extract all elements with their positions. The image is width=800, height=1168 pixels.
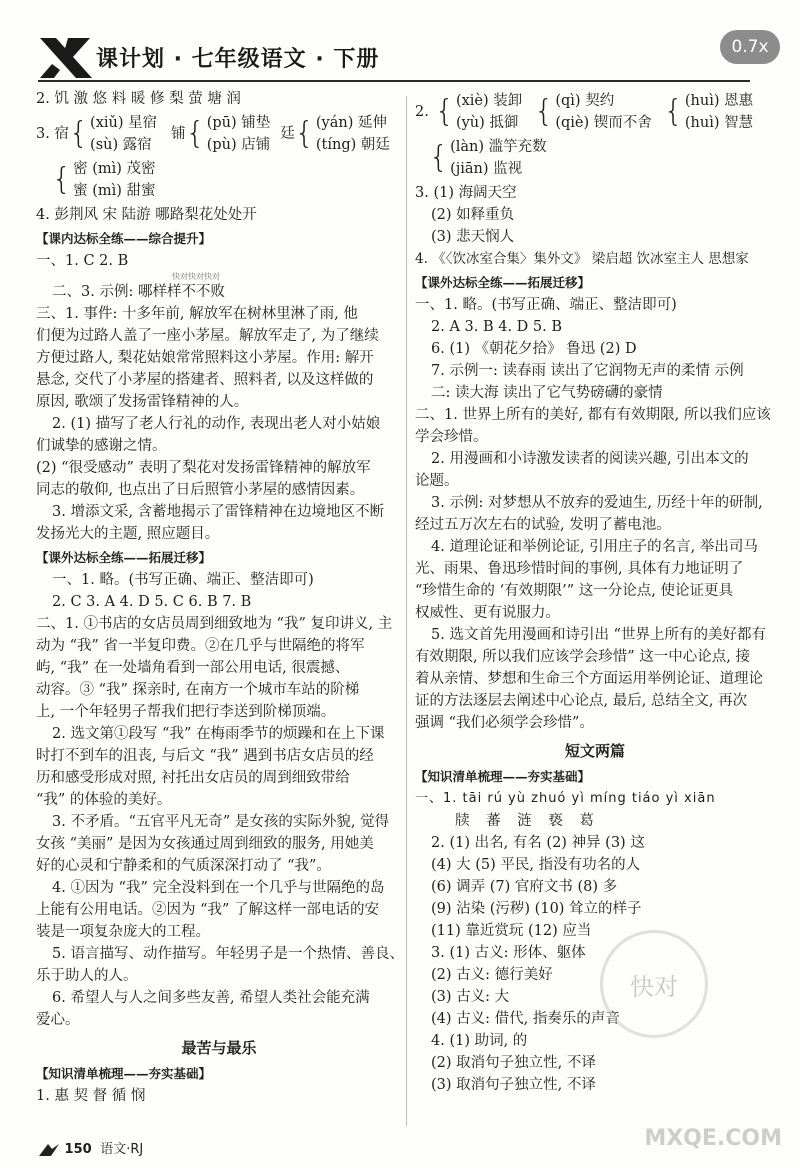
answer-paragraph — [415, 448, 775, 492]
list-item: 3. (1) 古义: 形体、躯体 — [431, 945, 586, 961]
text-line: 5. 语言描写、动作描写。年轻男子是一个热情、善良、 — [52, 946, 404, 962]
answer-line: 2. C 3. A 4. D 5. C 6. B 7. B — [52, 594, 252, 610]
reading: (qiè) 锲而不舍 — [555, 115, 652, 131]
text-line: 6. 希望人与人之间多些友善, 希望人类社会能充满 — [52, 990, 370, 1006]
footer-logo-icon — [38, 1143, 60, 1157]
column-divider — [406, 96, 407, 1126]
text-line: (2) “很受感动” 表明了梨花对发扬雷锋精神的解放军 — [36, 460, 371, 476]
polyphone-group — [415, 90, 775, 134]
answer-line: 6. (1) 《朝花夕拾》 鲁迅 (2) D — [431, 341, 637, 357]
polyphone-group — [36, 158, 402, 202]
polyphone-group — [36, 112, 402, 156]
section-heading: 【课外达标全练——拓展迁移】 — [36, 550, 212, 565]
brace-icon: { — [294, 116, 314, 151]
answer-paragraph — [36, 811, 402, 877]
kuaidui-stamp-watermark — [600, 930, 708, 1038]
answer-paragraph — [36, 943, 402, 987]
section-heading: 【知识清单梳理——夯实基础】 — [415, 769, 591, 784]
text-line: 时打不到车的沮丧, 与后文 “我” 遇到书店女店员的经 — [36, 748, 374, 764]
text-line: 方便过路人, 梨花姑娘常常照料这小茅屋。作用: 解开 — [36, 350, 374, 366]
answer-paragraph — [415, 536, 775, 624]
text-line: 上能有公用电话。②因为 “我” 了解这样一部电话的安 — [36, 902, 380, 918]
text-line: 三、1. 事件: 十多年前, 解放军在树林里淋了雨, 他 — [36, 306, 358, 322]
brace-icon: { — [429, 140, 449, 175]
text-line: 屿, “我” 在一处墙角看到一部公用电话, 很震撼、 — [36, 660, 350, 676]
subject-label: 语文·RJ — [100, 1142, 144, 1157]
text-line: 证的方法逐层去阐述中心论点, 最后, 总结全文, 再次 — [415, 693, 748, 709]
list-item: (11) 靠近赏玩 (12) 应当 — [431, 923, 592, 939]
character-line: 牍 蕃 涟 亵 葛 — [455, 813, 600, 829]
item-label: 铺 — [171, 126, 186, 142]
list-item: (3) 取消句子独立性, 不译 — [431, 1077, 596, 1093]
text-line: 发扬光大的主题, 照应题目。 — [36, 526, 220, 542]
answer-line: 3. (1) 海阔天空 — [415, 185, 517, 201]
reading: 密 (mì) 茂密 — [73, 161, 156, 177]
reading: (yù) 抵御 — [455, 115, 519, 131]
answer-line: 4. 《〈饮冰室合集〉集外文》 梁启超 饮冰室主人 思想家 — [415, 251, 749, 267]
pinyin-line: 一、1. tāi rú yù zhuó yì míng tiáo yì xiān — [415, 791, 716, 806]
list-item: (2) 取消句子独立性, 不译 — [431, 1055, 596, 1071]
brace-icon: { — [434, 94, 454, 129]
section-heading: 【课内达标全练——综合提升】 — [36, 231, 212, 246]
reading: (xiǔ) 星宿 — [90, 115, 158, 131]
list-item: (4) 大 (5) 平民, 指没有功名的人 — [431, 857, 641, 873]
text-line: 上, 一个年轻男子帮我们把行李送到阶梯顶端。 — [36, 704, 336, 720]
text-line: “我” 的体验的美好。 — [36, 792, 172, 808]
answer-paragraph — [36, 877, 402, 943]
answer-line: 一、1. 略。(书写正确、端正、整洁即可) — [52, 572, 314, 588]
left-column — [36, 88, 402, 1107]
text-line: 论题。 — [415, 473, 459, 489]
list-item: 2. (1) 出名, 有名 (2) 神异 (3) 这 — [431, 835, 645, 851]
list-item: (9) 沾染 (污秽) (10) 耸立的样子 — [431, 901, 642, 917]
answer-paragraph — [36, 413, 402, 457]
page-footer — [38, 1138, 143, 1157]
header-rule — [38, 80, 750, 82]
playback-speed-badge[interactable]: 0.7x — [720, 30, 780, 64]
text-line: 强调 “我们必须学会珍惜”。 — [415, 715, 594, 731]
text-line: 二、1. ①书店的女店员周到细致地为 “我” 复印讲义, 主 — [36, 616, 393, 632]
answer-paragraph — [36, 987, 402, 1031]
text-line: 爱心。 — [36, 1012, 80, 1028]
answer-line: 4. 彭荆风 宋 陆游 哪路梨花处处开 — [36, 207, 257, 223]
answer-paragraph — [415, 492, 775, 536]
text-line: 悬念, 交代了小茅屋的搭建者、照料者, 以及这样做的 — [36, 372, 374, 388]
text-line: 3. 示例: 对梦想从不放弃的爱迪生, 历经十年的研制, — [431, 495, 763, 511]
answer-line: (2) 如释重负 — [431, 207, 515, 223]
answer-line: 2. 饥 激 悠 料 暖 修 梨 萤 塘 润 — [36, 91, 241, 107]
text-line: 经过五万次左右的试验, 发明了蓄电池。 — [415, 517, 671, 533]
answer-paragraph — [415, 624, 775, 734]
reading: (xiè) 装卸 — [455, 93, 523, 109]
page-title: 课计划 · 七年级语文 · 下册 — [96, 47, 380, 72]
text-line: “珍惜生命的 ‘有效期限’” 这一分论点, 使论证更具 — [415, 583, 733, 599]
answer-paragraph — [415, 404, 775, 448]
reading: (huì) 恩惠 — [684, 93, 754, 109]
list-item: (3) 古义: 大 — [431, 989, 510, 1005]
reading: (sù) 露宿 — [90, 137, 152, 153]
text-line: 着从亲情、梦想和生命三个方面运用举例论证、道理论 — [415, 671, 763, 687]
faint-watermark-text: 快对快对快对 — [172, 272, 220, 281]
answer-paragraph — [36, 457, 402, 501]
stamp-text: 快对 — [630, 973, 678, 1001]
page-number: 150 — [64, 1142, 92, 1157]
answer-paragraph — [36, 303, 402, 413]
text-line: 动为 “我” 省一半复印费。②在几乎与世隔绝的将军 — [36, 638, 365, 654]
reading: (làn) 滥竽充数 — [450, 139, 547, 155]
list-item: (2) 古义: 德行美好 — [431, 967, 553, 983]
text-line: 乐于助人的人。 — [36, 968, 138, 984]
text-line: 们诚挚的感谢之情。 — [36, 438, 167, 454]
text-line: 原因, 歌颂了发扬雷锋精神的人。 — [36, 394, 249, 410]
answer-line: 1. 惠 契 督 循 悯 — [36, 1088, 146, 1104]
x-logo-icon — [38, 36, 94, 80]
site-watermark — [632, 1086, 782, 1158]
text-line: 2. (1) 描写了老人行礼的动作, 表现出老人对小姑娘 — [52, 416, 381, 432]
text-line: 2. 选文第①段写 “我” 在梅雨季节的烦躁和在上下课 — [52, 726, 385, 742]
page-header — [0, 0, 800, 92]
text-line: 3. 不矛盾。“五官平凡无奇” 是女孩的实际外貌, 觉得 — [52, 814, 390, 830]
item-label: 2. — [415, 104, 429, 120]
text-line: 4. ①因为 “我” 完全没料到在一个几乎与世隔绝的岛 — [52, 880, 385, 896]
item-label: 廷 — [280, 126, 295, 142]
reading: (pù) 店铺 — [206, 137, 271, 153]
text-line: 好的心灵和宁静柔和的气质深深打动了 “我”。 — [36, 858, 331, 874]
text-line: 光、雨果、鲁迅珍惜时间的事例, 具体有力地证明了 — [415, 561, 744, 577]
text-line: 二、1. 世界上所有的美好, 都有有效期限, 所以我们应该 — [415, 407, 771, 423]
section-heading: 【课外达标全练——拓展迁移】 — [415, 275, 591, 290]
reading: (qì) 契约 — [555, 93, 615, 109]
reading: (huì) 智慧 — [684, 115, 754, 131]
lesson-heading: 短文两篇 — [564, 742, 625, 760]
brace-icon: { — [52, 162, 72, 197]
brace-icon: { — [663, 94, 683, 129]
reading: (tíng) 朝廷 — [315, 137, 390, 153]
text-line: 装是一项复杂庞大的工程。 — [36, 924, 210, 940]
reading: (yán) 延伸 — [315, 115, 387, 131]
answer-line: 一、1. C 2. B — [36, 253, 129, 269]
text-line: 动容。③ “我” 探亲时, 在南方一个城市车站的阶梯 — [36, 682, 360, 698]
text-line: 3. 增添文采, 含蓄地揭示了雷锋精神在边境地区不断 — [52, 504, 385, 520]
answer-line: 一、1. 略。(书写正确、端正、整洁即可) — [415, 297, 677, 313]
reading: 蜜 (mì) 甜蜜 — [73, 183, 156, 199]
list-item: (4) 古义: 借代, 指奏乐的声音 — [431, 1011, 620, 1027]
lesson-heading: 最苦与最乐 — [181, 1039, 257, 1057]
right-column — [415, 88, 775, 1096]
reading: (jiān) 监视 — [450, 161, 523, 177]
text-line: 4. 道理论证和举例论证, 引用庄子的名言, 举出司马 — [431, 539, 758, 555]
section-heading: 【知识清单梳理——夯实基础】 — [36, 1066, 212, 1081]
answer-list — [415, 832, 775, 1096]
answer-line: 二、3. 示例: 哪样样不不败 — [52, 284, 225, 300]
text-line: 历和感受形成对照, 衬托出女店员的周到细致带给 — [36, 770, 350, 786]
text-line: 们便为过路人盖了一座小茅屋。解放军走了, 为了继续 — [36, 328, 379, 344]
answer-paragraph — [36, 613, 402, 723]
answer-line: 2. A 3. B 4. D 5. B — [431, 319, 563, 335]
text-line: 同志的敬仰, 也点出了日后照管小茅屋的感情因素。 — [36, 482, 365, 498]
answer-line: 7. 示例一: 读春雨 读出了它润物无声的柔情 示例 — [431, 363, 744, 379]
brace-icon: { — [68, 116, 89, 151]
watermark-url: MXQE.COM — [644, 1126, 782, 1151]
brace-icon: { — [534, 94, 554, 129]
answer-paragraph — [36, 501, 402, 545]
text-line: 2. 用漫画和小诗激发读者的阅读兴趣, 引出本文的 — [431, 451, 749, 467]
text-line: 学会珍惜。 — [415, 429, 488, 445]
text-line: 女孩 “美丽” 是因为女孩通过周到细致的服务, 用她美 — [36, 836, 374, 852]
brace-icon: { — [185, 116, 205, 151]
answer-paragraph — [36, 723, 402, 811]
reading: (pū) 铺垫 — [206, 115, 271, 131]
polyphone-group — [415, 136, 775, 180]
text-line: 有效期限, 所以我们应该学会珍惜” 这一中心论点, 接 — [415, 649, 750, 665]
list-item: 4. (1) 助词, 的 — [431, 1033, 528, 1049]
text-line: 5. 选文首先用漫画和诗引出 “世界上所有的美好都有 — [431, 627, 766, 643]
list-item: (6) 调弄 (7) 官府文书 (8) 多 — [431, 879, 618, 895]
text-line: 权威性、更有说服力。 — [415, 605, 560, 621]
answer-line: 二: 读大海 读出了它气势磅礴的豪情 — [431, 385, 663, 401]
answer-line: (3) 悲天悯人 — [431, 229, 515, 245]
item-label: 3. 宿 — [36, 126, 69, 142]
